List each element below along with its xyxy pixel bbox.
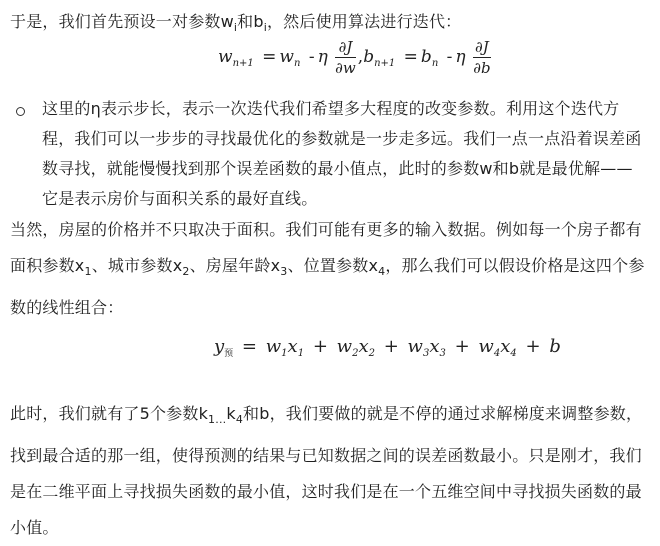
intro-b-subscript: i: [263, 21, 267, 34]
formula-w-next: w: [218, 47, 233, 67]
formula-minus: -: [308, 47, 315, 67]
para2-text-1: 、城市参数x: [91, 256, 183, 275]
formula-minus: -: [446, 47, 453, 67]
formula-w-next-sub: n+1: [232, 58, 254, 69]
term-w: w: [336, 336, 353, 357]
formula-b-n: b: [420, 47, 432, 67]
fraction-dj-db: [473, 38, 491, 77]
fraction-dj-dw: [335, 38, 356, 77]
term-w-sub: 2: [352, 348, 359, 359]
formula-eta: η: [317, 47, 328, 67]
intro-text-after: ，然后使用算法进行迭代：: [266, 12, 462, 31]
para2-text-after: ，那么我们可以假设价格是这四个参数的线性组合：: [10, 256, 645, 317]
formula-y-sub: 预: [224, 349, 234, 359]
term-x: x: [287, 336, 298, 357]
formula-w-n: w: [279, 47, 294, 67]
term-x-sub: 1: [297, 348, 305, 359]
intro-w-subscript: i: [233, 21, 238, 34]
para3-text-after: 和b，我们要做的就是不停的通过求解梯度来调整参数，找到最合适的那一组，使得预测的结果与已知数据之间的误差函数最小。只是刚才，我们是在二维平面上寻找损失函数的最小值，这时我们是在一个五维空间中寻找损失函数的最小值。: [10, 404, 643, 537]
term-w: w: [407, 336, 423, 357]
term-x: x: [358, 336, 369, 357]
intro-text-before: 于是，我们首先预设一对参数w: [10, 12, 234, 31]
k1-subscript: 1...: [208, 413, 227, 426]
formula-b: b: [549, 336, 561, 357]
para2-text-before: 当然，房屋的价格并不只取决于面积。我们可能有更多的输入数据。例如每一个房子都有面积参数x: [10, 220, 642, 275]
hollow-circle-bullet-icon: [16, 107, 25, 116]
para2-text-3: 、位置参数x: [287, 256, 379, 275]
term-w: w: [478, 336, 494, 357]
x3-subscript: 3: [280, 265, 288, 278]
term-w-sub: 4: [493, 348, 501, 359]
para3-text-k: k: [226, 404, 236, 423]
formula-y: y: [214, 336, 225, 357]
paragraph-inputs: [10, 212, 650, 326]
para3-text-before: 此时，我们就有了5个参数k: [10, 404, 209, 423]
para2-text-2: 、房屋年龄x: [189, 256, 281, 275]
term-x-sub: 3: [439, 348, 446, 359]
formula-b-n-sub: n: [431, 58, 439, 69]
term-x-sub: 2: [368, 348, 375, 359]
formula-w-n-sub: n: [293, 58, 301, 69]
term-w: w: [265, 336, 282, 357]
formula-b-next-sub: n+1: [374, 58, 396, 69]
bullet-text: 这里的η表示步长，表示一次迭代我们希望多大程度的改变参数。利用这个迭代方程，我们可以一步步的寻找最优化的参数就是一步走多远。我们一点一点沿着误差函数寻找，就能慢慢找到那个误差函数的最小值点，此时的参数w和b就是最优解——它是表示房价与面积关系的最好直线。: [42, 99, 642, 208]
formula-eta: η: [455, 47, 466, 67]
x1-subscript: 1: [84, 265, 92, 278]
fraction-denominator: ∂b: [473, 59, 491, 77]
formula-plus: +: [312, 336, 328, 357]
term-w-sub: 1: [281, 348, 288, 359]
x2-subscript: 2: [182, 265, 190, 278]
formula-equals: =: [262, 47, 277, 67]
formula-plus: +: [525, 336, 541, 357]
update-formula: [218, 38, 493, 77]
x4-subscript: 4: [378, 265, 386, 278]
k4-subscript: 4: [235, 413, 244, 426]
formula-plus: +: [454, 336, 470, 357]
linear-formula: [214, 336, 561, 359]
formula-b-next: b: [363, 47, 375, 67]
term-w-sub: 3: [422, 348, 430, 359]
fraction-numerator: ∂J: [335, 38, 356, 58]
formula-plus: +: [383, 336, 399, 357]
term-x: x: [429, 336, 440, 357]
formula-equals: =: [403, 47, 418, 67]
term-x: x: [500, 336, 511, 357]
formula-comma: ,: [357, 47, 364, 67]
fraction-denominator: ∂w: [335, 59, 356, 77]
intro-text-mid: 和b: [237, 12, 264, 31]
term-x-sub: 4: [510, 348, 517, 359]
fraction-numerator: ∂J: [475, 38, 489, 56]
formula-equals: =: [241, 336, 258, 357]
